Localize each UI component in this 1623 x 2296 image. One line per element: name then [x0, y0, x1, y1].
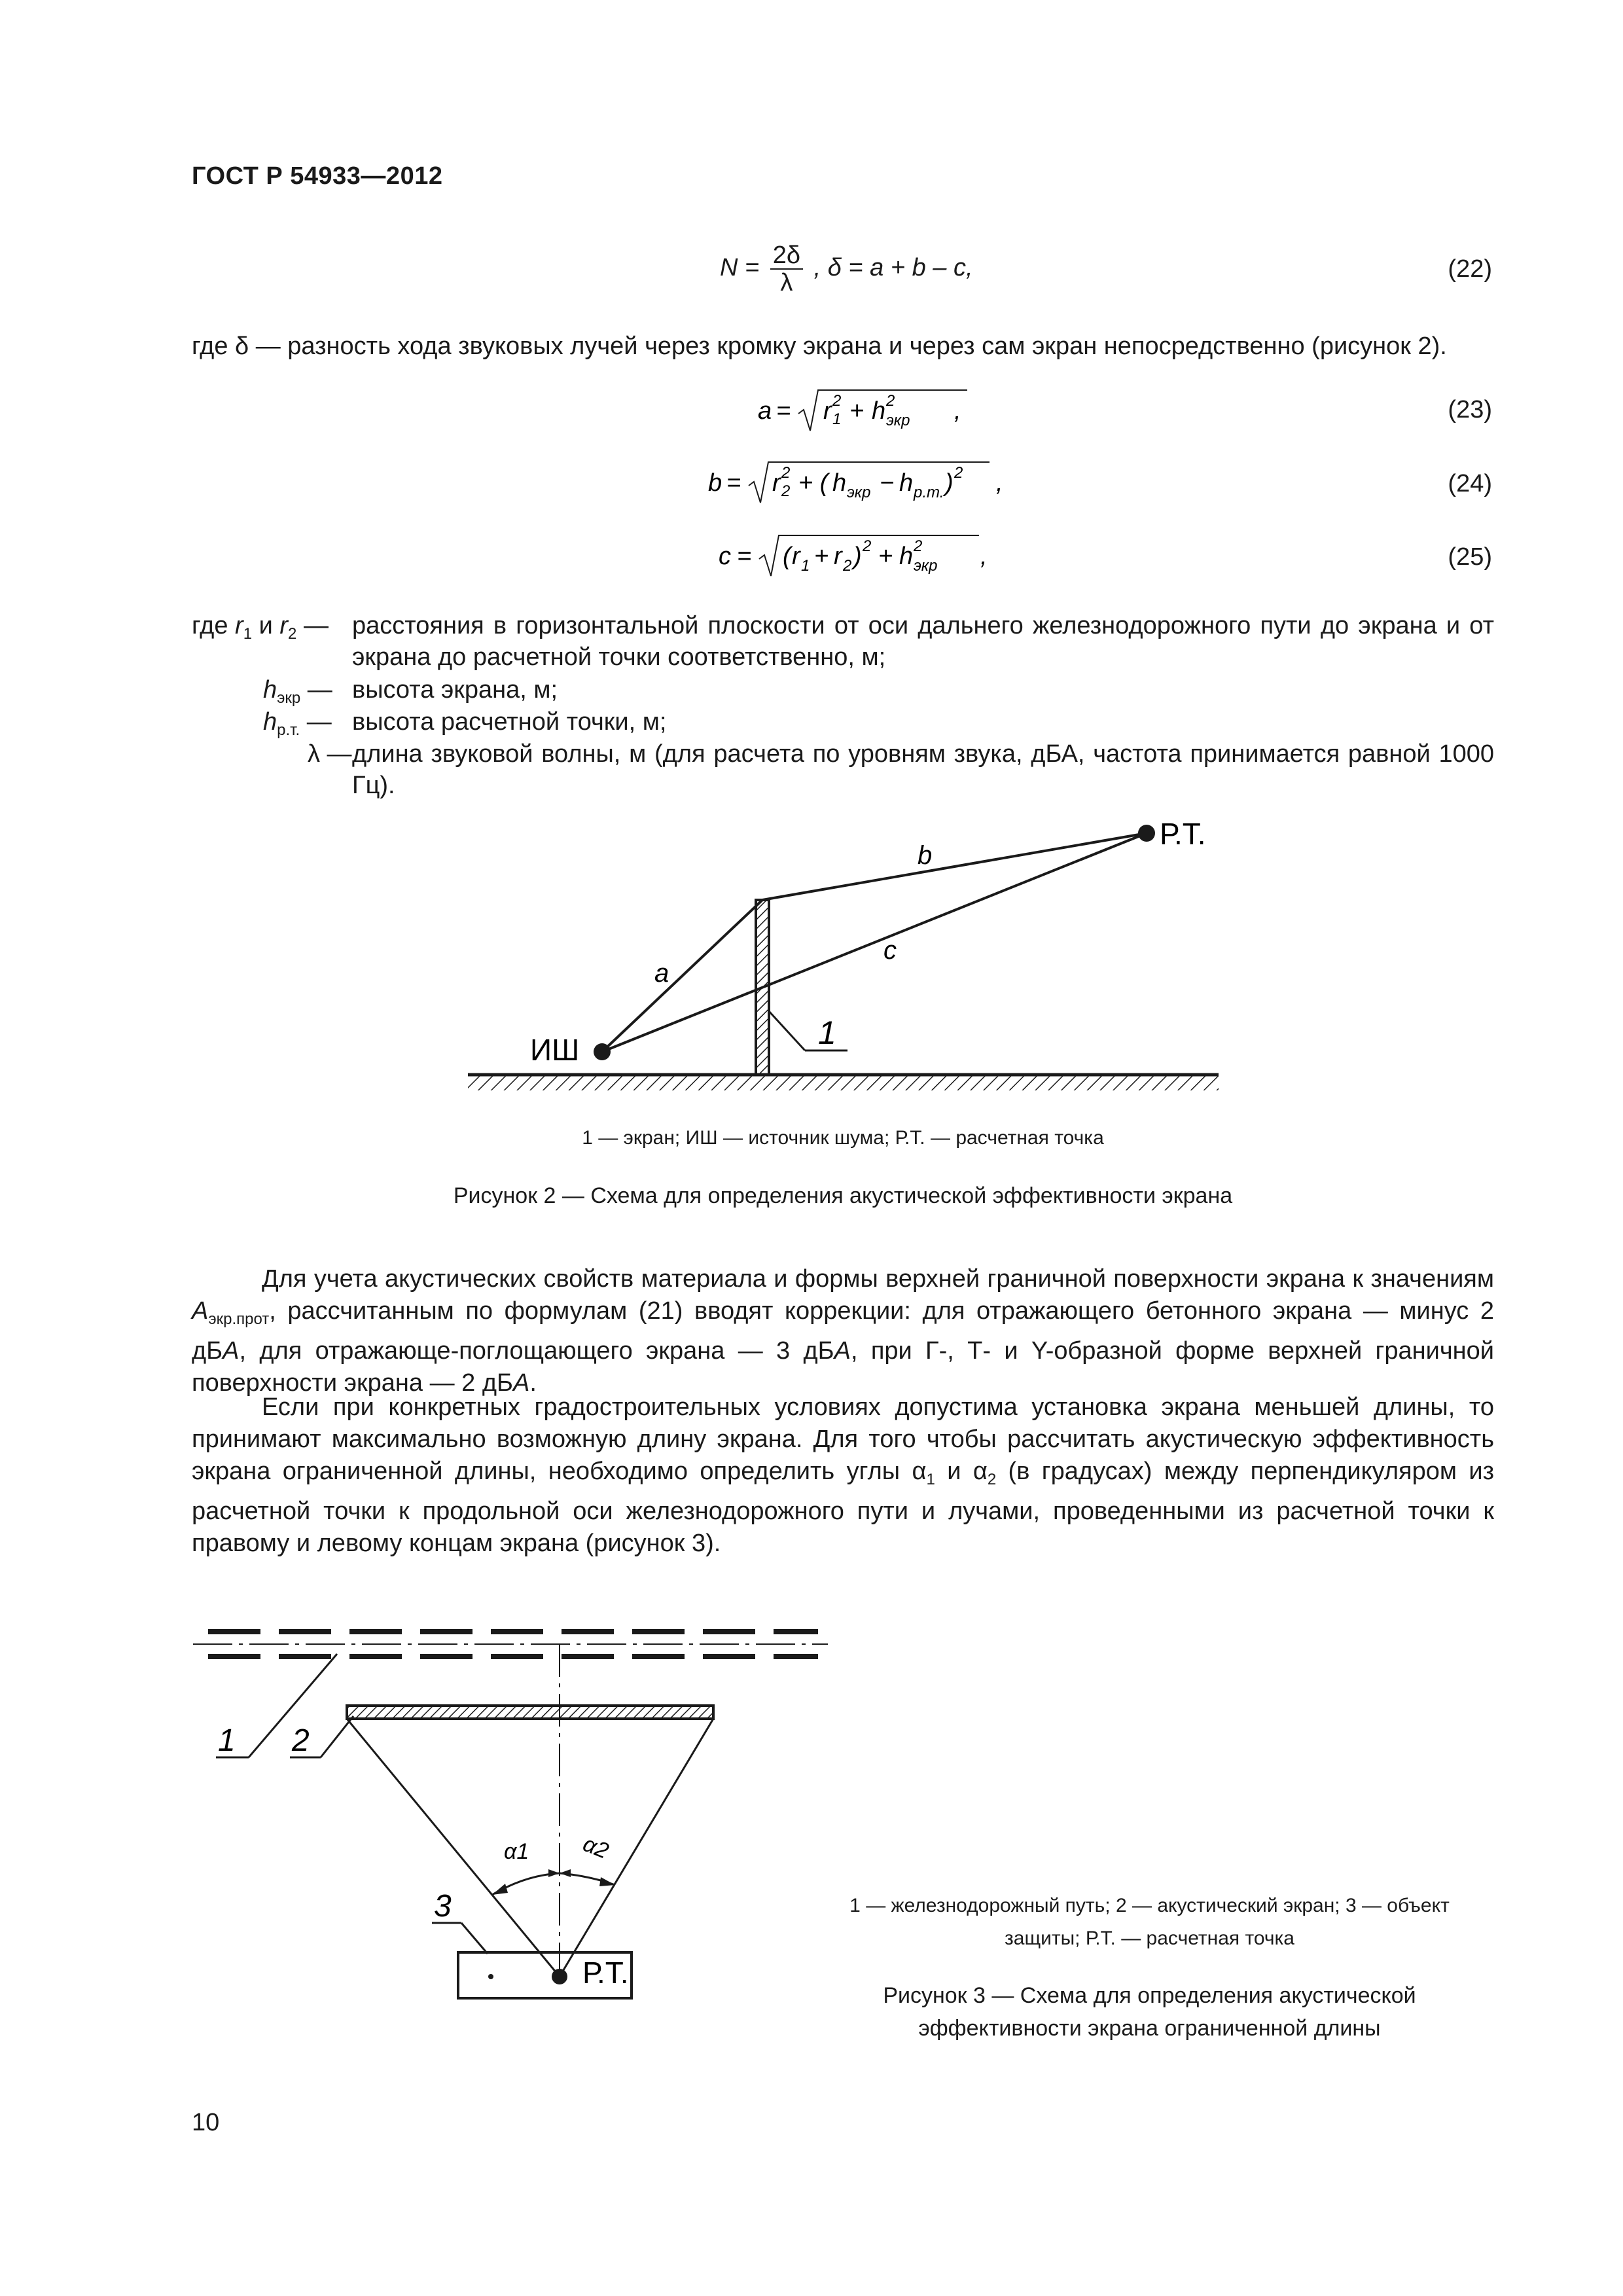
svg-text:2: 2: [914, 537, 923, 555]
svg-text:h: h: [899, 543, 914, 570]
fig3-legend-line1: 1 — железнодорожный путь; 2 — акустический экран; 3 — объект: [849, 1895, 1450, 1916]
svg-text:,: ,: [996, 469, 1003, 497]
ground-hatch: [468, 1076, 1219, 1090]
svg-text:,: ,: [954, 397, 961, 425]
svg-text:1: 1: [801, 557, 810, 575]
svg-text:экр: экр: [847, 484, 871, 501]
label-rt: Р.Т.: [1160, 817, 1206, 851]
ray-c: [602, 833, 1147, 1052]
svg-text:b: b: [708, 469, 722, 497]
svg-text:h: h: [832, 469, 847, 497]
svg-text:экр: экр: [886, 412, 910, 429]
label-3-fig3: 3: [434, 1889, 452, 1924]
label-c: c: [883, 936, 897, 965]
calc-point-fig3: [552, 1969, 567, 1984]
label-1-fig3: 1: [218, 1723, 236, 1758]
label-1: 1: [818, 1014, 836, 1051]
label-alpha1: α1: [504, 1839, 529, 1864]
screen-fig3: [347, 1706, 713, 1719]
svg-text:c: c: [719, 543, 731, 570]
ray-a: [602, 900, 762, 1052]
svg-text:,: ,: [980, 543, 988, 570]
def-r-desc: расстояния в горизонтальной плоскости от оси дальнего железнодорожного пути до экрана и от экрана до расчетной точки соответственно, м;: [352, 612, 1494, 671]
def-r-term: где $r_1$ и $r_2$ —: [192, 612, 329, 643]
svg-text:2: 2: [863, 537, 872, 555]
def-h-ekr-desc: высота экрана, м;: [352, 676, 558, 704]
eq25-number: (25): [1448, 543, 1492, 571]
svg-text:h: h: [872, 397, 886, 425]
svg-text:=: =: [776, 397, 791, 425]
svg-text:экр: экр: [914, 557, 938, 575]
def-lambda-term: λ —: [308, 740, 352, 768]
svg-text:+: +: [878, 543, 893, 570]
eq22-denominator: λ: [780, 269, 793, 296]
svg-text:р.т.: р.т.: [914, 484, 944, 501]
svg-text:h: h: [899, 469, 914, 497]
eq22-number: (22): [1448, 255, 1492, 283]
calc-point: [1138, 825, 1155, 842]
eq22-numerator: 2δ: [770, 242, 803, 270]
def-h-rt-term: $h_{р.т.}$ —: [263, 708, 332, 739]
label-a: a: [654, 959, 669, 988]
svg-text:): ): [945, 469, 954, 497]
svg-text:=: =: [726, 469, 741, 497]
svg-text:2: 2: [781, 464, 791, 482]
fig3-legend-line2: защиты; Р.Т. — расчетная точка: [1005, 1928, 1294, 1949]
label-rt-fig3: Р.Т.: [582, 1956, 629, 1990]
label-b: b: [918, 841, 933, 870]
figure-3: [193, 1632, 828, 1998]
svg-text:2: 2: [832, 392, 842, 410]
svg-text:r: r: [772, 469, 781, 497]
page-number: 10: [192, 2109, 220, 2136]
def-h-rt-desc: высота расчетной точки, м;: [352, 708, 667, 736]
eq22-rest: , δ = a + b – c,: [813, 254, 973, 282]
svg-text:2: 2: [843, 557, 852, 575]
fig2-caption: Рисунок 2 — Схема для определения акустической эффективности экрана: [453, 1183, 1233, 1208]
eq23-number: (23): [1448, 396, 1492, 423]
def-h-ekr-term: $h_{экр}$ —: [263, 676, 332, 707]
svg-text:r: r: [792, 543, 800, 570]
document-header: ГОСТ Р 54933—2012: [192, 162, 443, 190]
svg-text:2: 2: [954, 464, 963, 482]
label-alpha2: α2: [579, 1831, 613, 1864]
paragraph-2: Если при конкретных градостроительных условиях допустима установка экрана меньшей длины, то принимают максимально возможную длину экрана. Для того чтобы рассчитать акустическую эффективность экрана ограниченной длины, необходимо определить углы $\alpha_1$ и $\alpha_2$ (в градусах) между перпендикуляром из расчетной точки к продольной оси железнодорожного пути и лучами, проведенными из расчетной точки к правому и левому концам экрана (рисунок 3).: [192, 1393, 1495, 1557]
svg-text:r: r: [823, 397, 832, 425]
svg-text:+ (: + (: [798, 469, 829, 497]
fig3-caption-line1: Рисунок 3 — Схема для определения акустической: [883, 1983, 1416, 2008]
delta-definition: где δ — разность хода звуковых лучей через кромку экрана и через сам экран непосредственно (рисунок 2).: [192, 332, 1447, 360]
svg-text:+: +: [814, 543, 829, 570]
paragraph-1: Для учета акустических свойств материала и формы верхней граничной поверхности экрана к значениям $A_{экр.прот}$, рассчитанным по формулам (21) вводят коррекции: для отражающего бетонного экрана — минус 2 дБА, для отражающе-поглощающего экрана — 3 дБА, при Г-, Т- и Y-образной форме верхней граничной поверхности экрана — 2 дБА.: [192, 1265, 1494, 1397]
eq22-lhs: N =: [720, 254, 760, 282]
svg-text:(: (: [783, 543, 791, 570]
svg-text:−: −: [880, 469, 895, 497]
svg-text:2: 2: [781, 482, 791, 500]
svg-text:): ): [853, 543, 862, 570]
eq24-number: (24): [1448, 470, 1492, 497]
svg-text:=: =: [737, 543, 752, 570]
svg-text:+: +: [849, 397, 865, 425]
ray-b: [762, 833, 1147, 900]
svg-text:r: r: [834, 543, 842, 570]
fig3-caption-line2: эффективности экрана ограниченной длины: [918, 2016, 1381, 2041]
svg-text:1: 1: [832, 410, 842, 428]
leader-1: [769, 1011, 805, 1050]
fig2-legend: 1 — экран; ИШ — источник шума; Р.Т. — расчетная точка: [582, 1127, 1104, 1149]
noise-source-point: [594, 1043, 611, 1060]
label-2-fig3: 2: [292, 1723, 310, 1758]
svg-text:a: a: [758, 397, 772, 425]
def-lambda-desc: длина звуковой волны, м (для расчета по уровням звука, дБА, частота принимается равной 1000 Гц).: [352, 740, 1494, 799]
label-ish: ИШ: [530, 1033, 580, 1067]
svg-text:2: 2: [886, 392, 895, 410]
